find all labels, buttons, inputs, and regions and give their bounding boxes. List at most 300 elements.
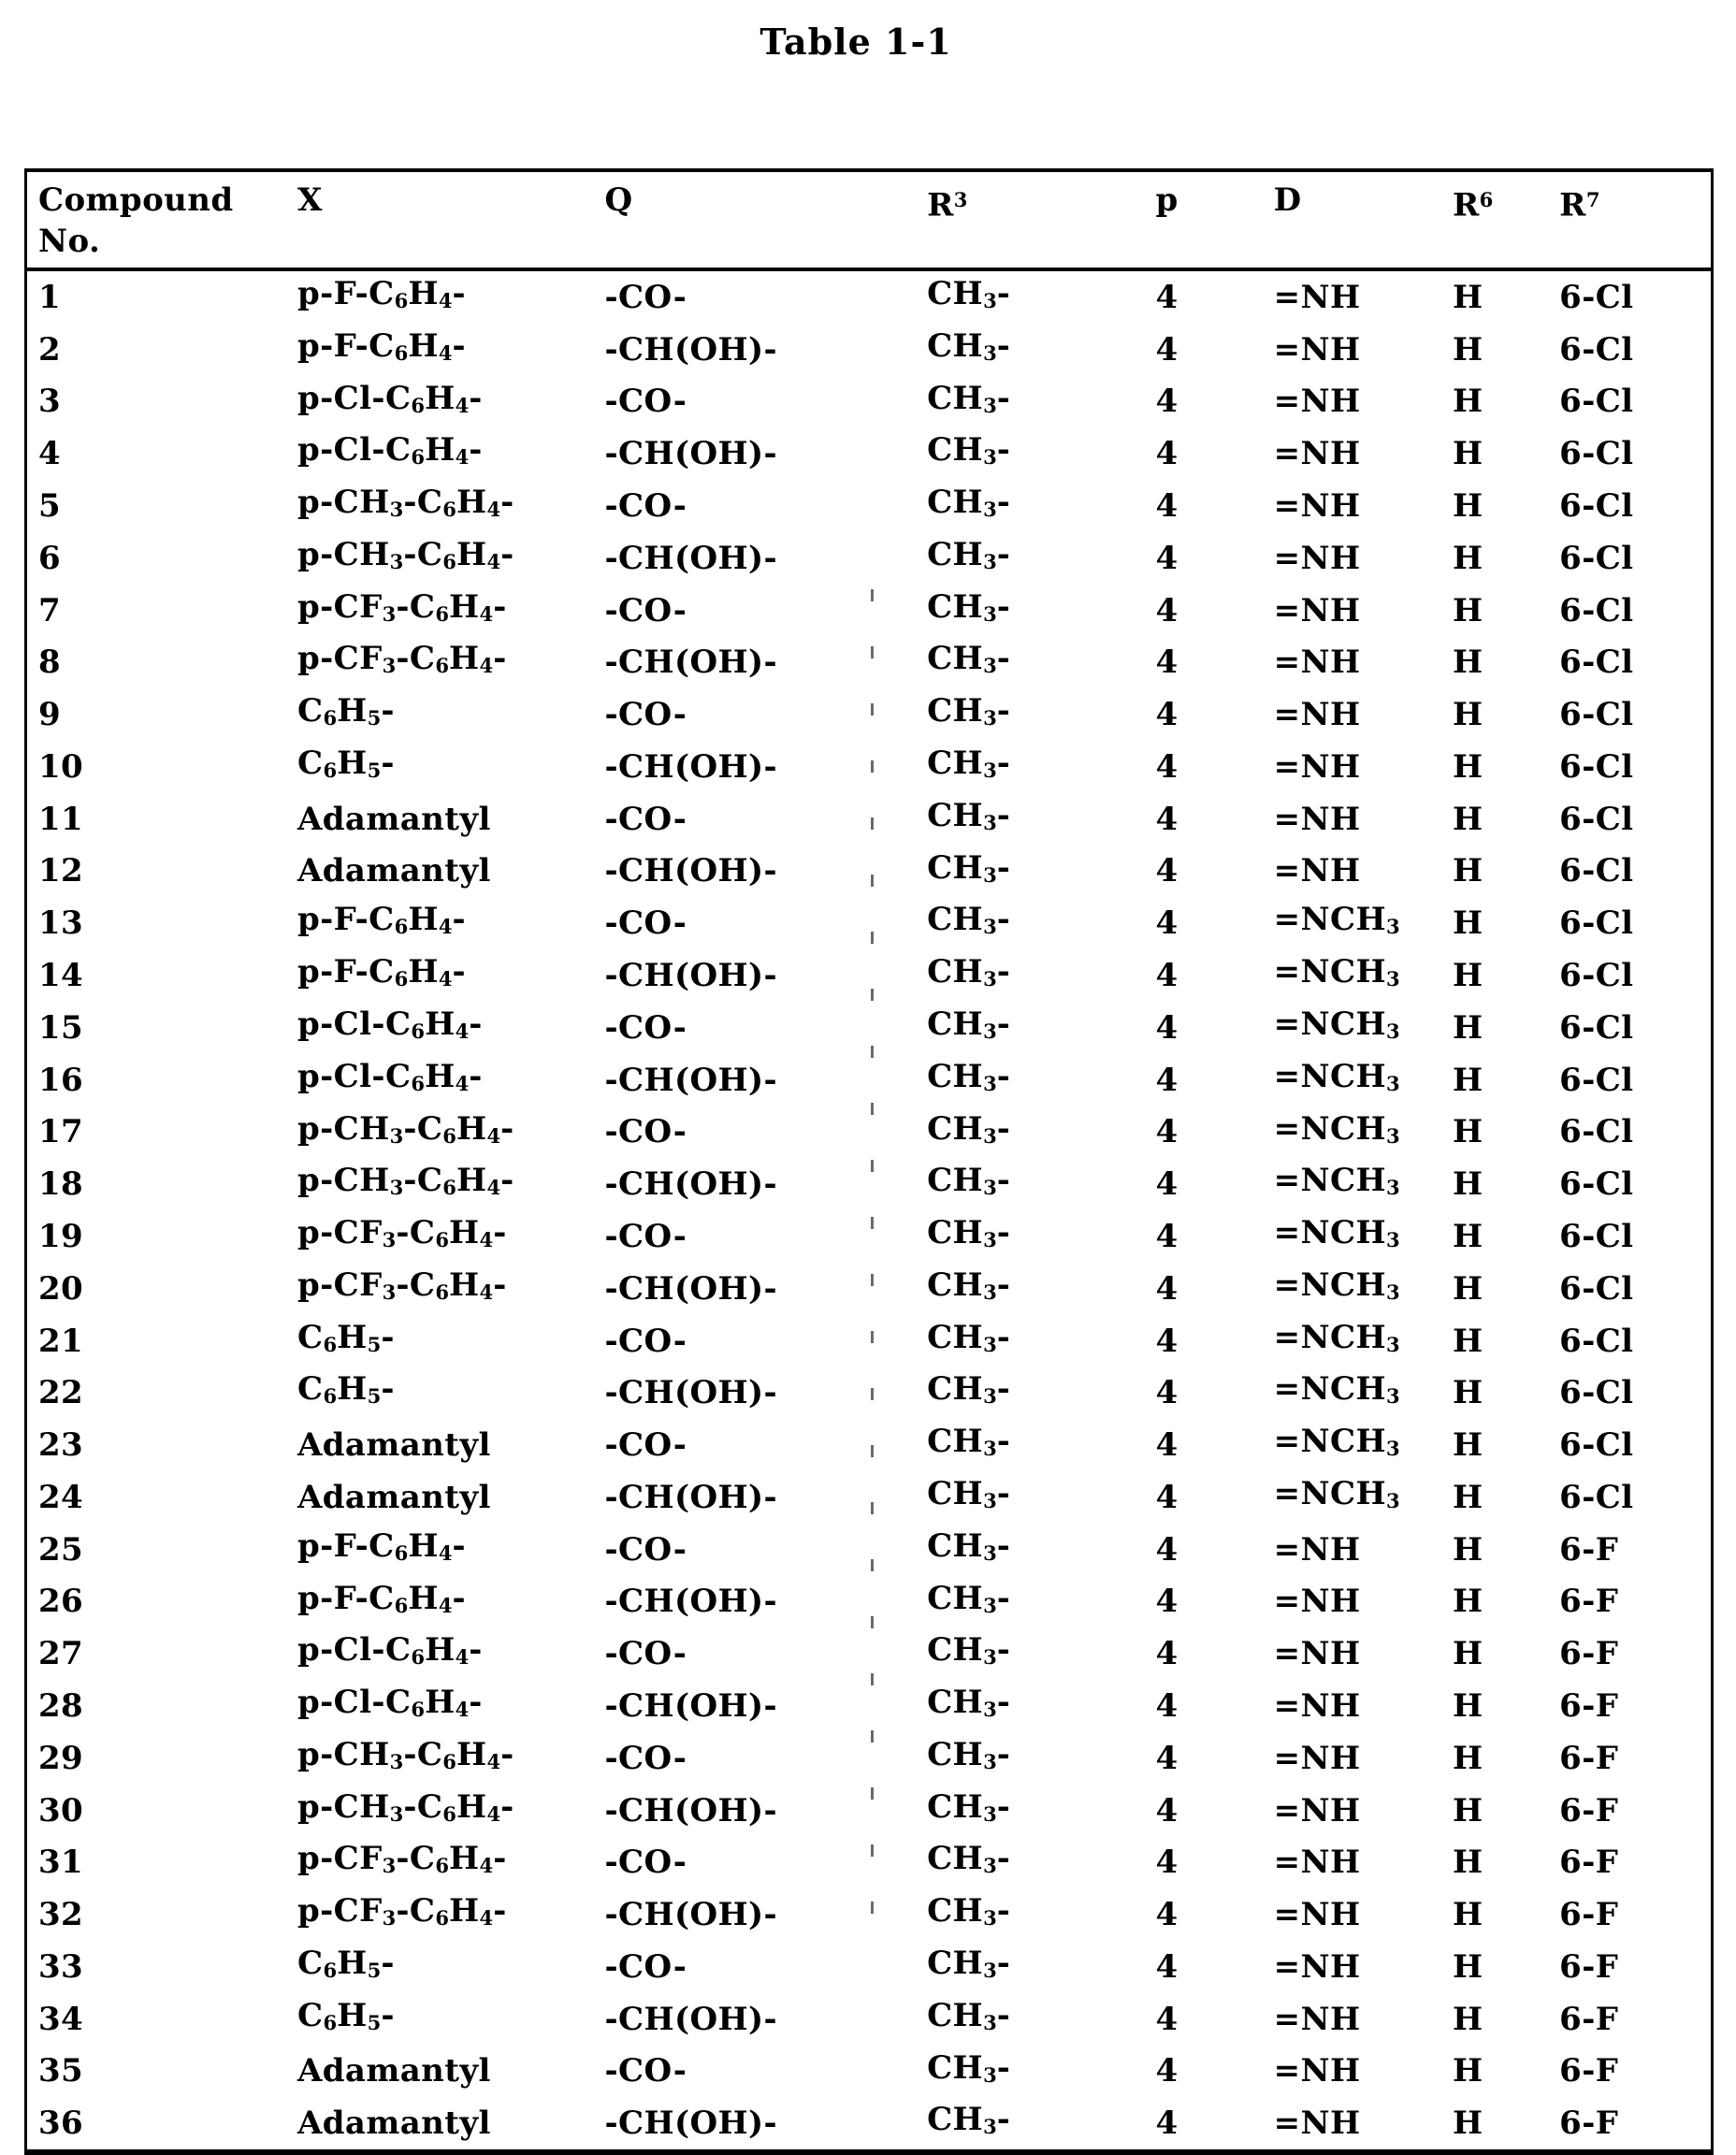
cell-p: 4 bbox=[1155, 1791, 1179, 1830]
table-row bbox=[26, 846, 1713, 898]
cell-compound-no: 25 bbox=[38, 1530, 84, 1569]
cell-r6: H bbox=[1452, 1686, 1483, 1725]
cell-q: -CH(OH)- bbox=[604, 1583, 778, 1621]
cell-q: -CH(OH)- bbox=[604, 1165, 778, 1204]
cell-x: $p-CF_3-C_6H_4-$ bbox=[297, 640, 507, 678]
col-header-r7: $R^7$ bbox=[1554, 170, 1712, 269]
cell-r7: 6-F bbox=[1559, 2052, 1619, 2090]
cell-r7: 6-Cl bbox=[1559, 904, 1634, 943]
col-header-compound-no bbox=[26, 170, 297, 269]
cell-q: -CO- bbox=[604, 591, 687, 629]
page-title: Table 1-1 bbox=[760, 21, 952, 63]
cell-d: =NH bbox=[1273, 435, 1361, 473]
cell-d: =NH bbox=[1273, 330, 1361, 369]
cell-compound-no: 2 bbox=[38, 330, 62, 369]
cell-x: $p-CH_3-C_6H_4-$ bbox=[297, 1162, 514, 1200]
cell-r7: 6-Cl bbox=[1559, 1008, 1634, 1047]
cell-p: 4 bbox=[1155, 1478, 1179, 1516]
cell-d: =NH bbox=[1273, 278, 1361, 316]
cell-x: Adamantyl bbox=[297, 800, 491, 838]
col-header-x: X bbox=[297, 170, 603, 269]
cell-r7: 6-Cl bbox=[1559, 1165, 1634, 1204]
cell-compound-no: 31 bbox=[38, 1844, 84, 1882]
cell-r3: $CH_3-$ bbox=[927, 1892, 1011, 1931]
cell-p: 4 bbox=[1155, 1217, 1179, 1255]
cell-compound-no: 1 bbox=[38, 278, 62, 316]
cell-r7: 6-Cl bbox=[1559, 696, 1634, 734]
cell-d: $=NCH_3$ bbox=[1273, 1005, 1400, 1043]
cell-x: Adamantyl bbox=[297, 1426, 491, 1465]
cell-r6: H bbox=[1452, 1322, 1483, 1360]
cell-r7: 6-Cl bbox=[1559, 1478, 1634, 1516]
cell-r6: H bbox=[1452, 435, 1483, 473]
col-header-compound-line1: Compound bbox=[38, 181, 234, 219]
cell-compound-no: 7 bbox=[38, 591, 62, 629]
cell-r6: H bbox=[1452, 2104, 1483, 2143]
cell-r6: H bbox=[1452, 1947, 1483, 1986]
cell-q: -CO- bbox=[604, 1113, 687, 1151]
cell-r3: $CH_3-$ bbox=[927, 535, 1011, 573]
cell-r3: $CH_3-$ bbox=[927, 1787, 1011, 1826]
table-row bbox=[26, 897, 1713, 949]
cell-d: =NH bbox=[1273, 2000, 1361, 2038]
table-row bbox=[26, 741, 1713, 793]
cell-q: -CH(OH)- bbox=[604, 2000, 778, 2038]
cell-r3: $CH_3-$ bbox=[927, 1631, 1011, 1670]
cell-r3: $CH_3-$ bbox=[927, 2048, 1011, 2087]
cell-r6: H bbox=[1452, 2052, 1483, 2090]
cell-compound-no: 8 bbox=[38, 644, 62, 682]
cell-r7: 6-Cl bbox=[1559, 957, 1634, 995]
cell-q: -CH(OH)- bbox=[604, 1478, 778, 1516]
cell-q: -CO- bbox=[604, 1635, 687, 1673]
cell-q: -CO- bbox=[604, 1844, 687, 1882]
cell-x: $p-CF_3-C_6H_4-$ bbox=[297, 1892, 507, 1931]
cell-p: 4 bbox=[1155, 1008, 1179, 1047]
cell-q: -CO- bbox=[604, 2052, 687, 2090]
cell-compound-no: 36 bbox=[38, 2104, 84, 2143]
cell-x: $C_6H_5-$ bbox=[297, 1996, 395, 2034]
cell-r6: H bbox=[1452, 1374, 1483, 1412]
cell-p: 4 bbox=[1155, 2000, 1179, 2038]
cell-p: 4 bbox=[1155, 904, 1179, 943]
cell-p: 4 bbox=[1155, 747, 1179, 786]
cell-r3: $CH_3-$ bbox=[927, 1214, 1011, 1252]
cell-d: =NH bbox=[1273, 1583, 1361, 1621]
cell-x: $C_6H_5-$ bbox=[297, 1370, 395, 1409]
table-row bbox=[26, 376, 1713, 428]
cell-x: $p-CH_3-C_6H_4-$ bbox=[297, 484, 514, 522]
cell-r3: $CH_3-$ bbox=[927, 275, 1011, 312]
cell-r3: $CH_3-$ bbox=[927, 796, 1011, 834]
cell-r6: H bbox=[1452, 383, 1483, 421]
cell-x: $p-F-C_6H_4-$ bbox=[297, 1526, 467, 1565]
cell-d: =NH bbox=[1273, 2052, 1361, 2090]
cell-x: $p-CH_3-C_6H_4-$ bbox=[297, 1787, 514, 1826]
cell-compound-no: 27 bbox=[38, 1635, 84, 1673]
table-row bbox=[26, 1941, 1713, 1993]
cell-r6: H bbox=[1452, 644, 1483, 682]
cell-r3: $CH_3-$ bbox=[927, 484, 1011, 522]
cell-p: 4 bbox=[1155, 2052, 1179, 2090]
cell-q: -CH(OH)- bbox=[604, 1686, 778, 1725]
cell-d: $=NCH_3$ bbox=[1273, 1109, 1400, 1148]
cell-q: -CH(OH)- bbox=[604, 957, 778, 995]
cell-r3: $CH_3-$ bbox=[927, 1579, 1011, 1617]
cell-p: 4 bbox=[1155, 1426, 1179, 1465]
table-row bbox=[26, 1785, 1713, 1837]
cell-r6: H bbox=[1452, 904, 1483, 943]
cell-d: =NH bbox=[1273, 696, 1361, 734]
cell-p: 4 bbox=[1155, 852, 1179, 890]
cell-r7: 6-Cl bbox=[1559, 278, 1634, 316]
table-row bbox=[26, 949, 1713, 1002]
cell-q: -CO- bbox=[604, 1426, 687, 1465]
cell-x: $C_6H_5-$ bbox=[297, 1318, 395, 1356]
cell-r3: $CH_3-$ bbox=[927, 901, 1011, 939]
col-header-compound-line2: No. bbox=[38, 223, 101, 260]
cell-x: $p-Cl-C_6H_4-$ bbox=[297, 1684, 483, 1722]
cell-x: $p-Cl-C_6H_4-$ bbox=[297, 379, 483, 417]
cell-x: $p-CF_3-C_6H_4-$ bbox=[297, 1840, 507, 1878]
table-row bbox=[26, 1471, 1713, 1524]
cell-r3: $CH_3-$ bbox=[927, 745, 1011, 783]
cell-r6: H bbox=[1452, 539, 1483, 577]
cell-d: =NH bbox=[1273, 1739, 1361, 1777]
cell-r3: $CH_3-$ bbox=[927, 379, 1011, 417]
cell-p: 4 bbox=[1155, 330, 1179, 369]
cell-r3: $CH_3-$ bbox=[927, 1162, 1011, 1200]
cell-r3: $CH_3-$ bbox=[927, 953, 1011, 991]
cell-compound-no: 32 bbox=[38, 1896, 84, 1934]
cell-x: $p-CH_3-C_6H_4-$ bbox=[297, 1735, 514, 1773]
cell-r3: $CH_3-$ bbox=[927, 640, 1011, 678]
cell-r3: $CH_3-$ bbox=[927, 1945, 1011, 1982]
cell-q: -CH(OH)- bbox=[604, 852, 778, 890]
cell-q: -CH(OH)- bbox=[604, 330, 778, 369]
cell-q: -CO- bbox=[604, 1739, 687, 1777]
cell-r3: $CH_3-$ bbox=[927, 1423, 1011, 1461]
cell-r6: H bbox=[1452, 852, 1483, 890]
cell-d: =NH bbox=[1273, 1947, 1361, 1986]
cell-compound-no: 21 bbox=[38, 1322, 84, 1360]
cell-x: $p-Cl-C_6H_4-$ bbox=[297, 1005, 483, 1043]
table-row bbox=[26, 1836, 1713, 1888]
cell-r6: H bbox=[1452, 330, 1483, 369]
cell-r3: $CH_3-$ bbox=[927, 431, 1011, 470]
cell-q: -CO- bbox=[604, 1947, 687, 1986]
cell-x: $C_6H_5-$ bbox=[297, 692, 395, 730]
cell-x: $p-F-C_6H_4-$ bbox=[297, 1579, 467, 1617]
cell-compound-no: 17 bbox=[38, 1113, 84, 1151]
cell-q: -CO- bbox=[604, 278, 687, 316]
cell-d: $=NCH_3$ bbox=[1273, 1370, 1400, 1409]
cell-r7: 6-F bbox=[1559, 1739, 1619, 1777]
cell-d: $=NCH_3$ bbox=[1273, 901, 1400, 939]
cell-r3: $CH_3-$ bbox=[927, 848, 1011, 887]
cell-q: -CH(OH)- bbox=[604, 644, 778, 682]
cell-r7: 6-Cl bbox=[1559, 1113, 1634, 1151]
cell-r3: $CH_3-$ bbox=[927, 692, 1011, 730]
cell-r7: 6-Cl bbox=[1559, 1426, 1634, 1465]
cell-d: =NH bbox=[1273, 800, 1361, 838]
col-header-r6: $R^6$ bbox=[1443, 170, 1554, 269]
cell-q: -CO- bbox=[604, 696, 687, 734]
cell-p: 4 bbox=[1155, 1896, 1179, 1934]
cell-r6: H bbox=[1452, 1844, 1483, 1882]
cell-d: =NH bbox=[1273, 1896, 1361, 1934]
cell-compound-no: 15 bbox=[38, 1008, 84, 1047]
cell-compound-no: 4 bbox=[38, 435, 62, 473]
cell-r7: 6-F bbox=[1559, 1635, 1619, 1673]
cell-compound-no: 5 bbox=[38, 487, 62, 526]
cell-x: $p-Cl-C_6H_4-$ bbox=[297, 1057, 483, 1095]
cell-d: =NH bbox=[1273, 1791, 1361, 1830]
cell-r3: $CH_3-$ bbox=[927, 1735, 1011, 1773]
col-header-d: D bbox=[1267, 170, 1443, 269]
table-row bbox=[26, 1732, 1713, 1785]
header-row bbox=[26, 170, 1713, 269]
cell-compound-no: 33 bbox=[38, 1947, 84, 1986]
cell-compound-no: 26 bbox=[38, 1583, 84, 1621]
cell-x: $p-F-C_6H_4-$ bbox=[297, 953, 467, 991]
table-row bbox=[26, 1002, 1713, 1054]
cell-r7: 6-F bbox=[1559, 1686, 1619, 1725]
cell-r6: H bbox=[1452, 487, 1483, 526]
cell-r7: 6-Cl bbox=[1559, 1217, 1634, 1255]
table-header bbox=[26, 170, 1713, 269]
cell-d: =NH bbox=[1273, 383, 1361, 421]
table-row bbox=[26, 585, 1713, 637]
cell-p: 4 bbox=[1155, 1269, 1179, 1308]
cell-p: 4 bbox=[1155, 1686, 1179, 1725]
cell-x: Adamantyl bbox=[297, 1478, 491, 1516]
cell-d: $=NCH_3$ bbox=[1273, 1423, 1400, 1461]
cell-q: -CH(OH)- bbox=[604, 539, 778, 577]
cell-d: =NH bbox=[1273, 591, 1361, 629]
col-header-q: Q bbox=[603, 170, 924, 269]
cell-r6: H bbox=[1452, 1791, 1483, 1830]
cell-p: 4 bbox=[1155, 1322, 1179, 1360]
cell-p: 4 bbox=[1155, 1061, 1179, 1099]
cell-q: -CH(OH)- bbox=[604, 1269, 778, 1308]
cell-r6: H bbox=[1452, 1739, 1483, 1777]
cell-p: 4 bbox=[1155, 1165, 1179, 1204]
cell-q: -CH(OH)- bbox=[604, 1374, 778, 1412]
cell-compound-no: 11 bbox=[38, 800, 84, 838]
cell-r3: $CH_3-$ bbox=[927, 1109, 1011, 1148]
cell-r3: $CH_3-$ bbox=[927, 1474, 1011, 1512]
cell-x: $p-F-C_6H_4-$ bbox=[297, 901, 467, 939]
cell-r6: H bbox=[1452, 1217, 1483, 1255]
cell-q: -CH(OH)- bbox=[604, 435, 778, 473]
cell-r7: 6-F bbox=[1559, 1791, 1619, 1830]
cell-q: -CH(OH)- bbox=[604, 1061, 778, 1099]
cell-r7: 6-Cl bbox=[1559, 435, 1634, 473]
cell-r3: $CH_3-$ bbox=[927, 1840, 1011, 1878]
cell-r6: H bbox=[1452, 1165, 1483, 1204]
cell-d: $=NCH_3$ bbox=[1273, 1162, 1400, 1200]
cell-compound-no: 14 bbox=[38, 957, 84, 995]
cell-r3: $CH_3-$ bbox=[927, 1266, 1011, 1304]
cell-r3: $CH_3-$ bbox=[927, 1370, 1011, 1409]
table-row bbox=[26, 1263, 1713, 1315]
cell-q: -CO- bbox=[604, 800, 687, 838]
cell-p: 4 bbox=[1155, 644, 1179, 682]
table-row bbox=[26, 427, 1713, 480]
cell-q: -CH(OH)- bbox=[604, 2104, 778, 2143]
cell-q: -CO- bbox=[604, 1322, 687, 1360]
cell-p: 4 bbox=[1155, 1583, 1179, 1621]
cell-r3: $CH_3-$ bbox=[927, 1318, 1011, 1356]
cell-d: =NH bbox=[1273, 539, 1361, 577]
cell-compound-no: 18 bbox=[38, 1165, 84, 1204]
table-row bbox=[26, 688, 1713, 741]
cell-q: -CH(OH)- bbox=[604, 747, 778, 786]
cell-p: 4 bbox=[1155, 1844, 1179, 1882]
table-row bbox=[26, 793, 1713, 846]
cell-compound-no: 13 bbox=[38, 904, 84, 943]
cell-r6: H bbox=[1452, 1583, 1483, 1621]
cell-q: -CO- bbox=[604, 1217, 687, 1255]
cell-r3: $CH_3-$ bbox=[927, 1684, 1011, 1722]
cell-p: 4 bbox=[1155, 1374, 1179, 1412]
cell-d: $=NCH_3$ bbox=[1273, 1474, 1400, 1512]
cell-d: $=NCH_3$ bbox=[1273, 953, 1400, 991]
cell-r6: H bbox=[1452, 1478, 1483, 1516]
cell-compound-no: 3 bbox=[38, 383, 62, 421]
cell-compound-no: 23 bbox=[38, 1426, 84, 1465]
cell-r3: $CH_3-$ bbox=[927, 1057, 1011, 1095]
cell-r6: H bbox=[1452, 800, 1483, 838]
cell-d: =NH bbox=[1273, 747, 1361, 786]
cell-x: Adamantyl bbox=[297, 2052, 491, 2090]
cell-r7: 6-F bbox=[1559, 1844, 1619, 1882]
cell-x: $C_6H_5-$ bbox=[297, 1945, 395, 1982]
cell-r7: 6-Cl bbox=[1559, 1374, 1634, 1412]
cell-r7: 6-Cl bbox=[1559, 383, 1634, 421]
cell-r6: H bbox=[1452, 1635, 1483, 1673]
cell-d: $=NCH_3$ bbox=[1273, 1057, 1400, 1095]
cell-compound-no: 30 bbox=[38, 1791, 84, 1830]
cell-p: 4 bbox=[1155, 2104, 1179, 2143]
cell-r6: H bbox=[1452, 1061, 1483, 1099]
cell-compound-no: 35 bbox=[38, 2052, 84, 2090]
cell-x: $p-Cl-C_6H_4-$ bbox=[297, 431, 483, 470]
cell-r7: 6-Cl bbox=[1559, 591, 1634, 629]
cell-r6: H bbox=[1452, 1008, 1483, 1047]
cell-q: -CH(OH)- bbox=[604, 1896, 778, 1934]
cell-r6: H bbox=[1452, 1426, 1483, 1465]
cell-r6: H bbox=[1452, 1113, 1483, 1151]
cell-x: $p-CF_3-C_6H_4-$ bbox=[297, 1214, 507, 1252]
cell-p: 4 bbox=[1155, 957, 1179, 995]
table-row bbox=[26, 1993, 1713, 2046]
cell-r3: $CH_3-$ bbox=[927, 1005, 1011, 1043]
cell-x: Adamantyl bbox=[297, 852, 491, 890]
cell-d: =NH bbox=[1273, 1844, 1361, 1882]
cell-r7: 6-F bbox=[1559, 1583, 1619, 1621]
cell-r3: $CH_3-$ bbox=[927, 1526, 1011, 1565]
cell-r7: 6-Cl bbox=[1559, 539, 1634, 577]
table-row bbox=[26, 1680, 1713, 1732]
table-row bbox=[26, 269, 1713, 324]
table-row bbox=[26, 1210, 1713, 1263]
cell-d: =NH bbox=[1273, 487, 1361, 526]
table-row bbox=[26, 1054, 1713, 1106]
cell-r7: 6-Cl bbox=[1559, 1061, 1634, 1099]
cell-r6: H bbox=[1452, 1530, 1483, 1569]
cell-p: 4 bbox=[1155, 1947, 1179, 1986]
cell-compound-no: 19 bbox=[38, 1217, 84, 1255]
col-header-r3: $R^3$ bbox=[923, 170, 1142, 269]
compound-table bbox=[24, 168, 1714, 2155]
table-row bbox=[26, 1367, 1713, 1419]
cell-r7: 6-Cl bbox=[1559, 644, 1634, 682]
cell-p: 4 bbox=[1155, 1635, 1179, 1673]
cell-p: 4 bbox=[1155, 800, 1179, 838]
cell-r6: H bbox=[1452, 2000, 1483, 2038]
table-row bbox=[26, 324, 1713, 376]
cell-p: 4 bbox=[1155, 435, 1179, 473]
cell-r6: H bbox=[1452, 278, 1483, 316]
cell-p: 4 bbox=[1155, 539, 1179, 577]
cell-p: 4 bbox=[1155, 1530, 1179, 1569]
cell-p: 4 bbox=[1155, 696, 1179, 734]
cell-x: $p-CF_3-C_6H_4-$ bbox=[297, 1266, 507, 1304]
cell-x: $p-CF_3-C_6H_4-$ bbox=[297, 587, 507, 626]
cell-r3: $CH_3-$ bbox=[927, 326, 1011, 365]
table-row bbox=[26, 532, 1713, 585]
cell-r7: 6-F bbox=[1559, 2000, 1619, 2038]
cell-p: 4 bbox=[1155, 591, 1179, 629]
cell-q: -CO- bbox=[604, 383, 687, 421]
cell-compound-no: 12 bbox=[38, 852, 84, 890]
cell-p: 4 bbox=[1155, 487, 1179, 526]
cell-compound-no: 29 bbox=[38, 1739, 84, 1777]
cell-d: =NH bbox=[1273, 2104, 1361, 2143]
table-row bbox=[26, 2097, 1713, 2152]
cell-compound-no: 24 bbox=[38, 1478, 84, 1516]
cell-x: $p-F-C_6H_4-$ bbox=[297, 275, 467, 312]
table-row bbox=[26, 2046, 1713, 2098]
cell-compound-no: 9 bbox=[38, 696, 62, 734]
cell-q: -CO- bbox=[604, 1530, 687, 1569]
cell-p: 4 bbox=[1155, 1739, 1179, 1777]
cell-r7: 6-Cl bbox=[1559, 330, 1634, 369]
table-row bbox=[26, 1524, 1713, 1576]
cell-d: =NH bbox=[1273, 852, 1361, 890]
cell-r6: H bbox=[1452, 1269, 1483, 1308]
cell-compound-no: 34 bbox=[38, 2000, 84, 2038]
cell-d: =NH bbox=[1273, 1635, 1361, 1673]
cell-r6: H bbox=[1452, 1896, 1483, 1934]
table-row bbox=[26, 1419, 1713, 1471]
table-row bbox=[26, 636, 1713, 688]
cell-x: $p-Cl-C_6H_4-$ bbox=[297, 1631, 483, 1670]
cell-d: =NH bbox=[1273, 1686, 1361, 1725]
cell-r7: 6-Cl bbox=[1559, 1322, 1634, 1360]
cell-x: Adamantyl bbox=[297, 2104, 491, 2143]
cell-q: -CO- bbox=[604, 1008, 687, 1047]
cell-r3: $CH_3-$ bbox=[927, 587, 1011, 626]
cell-r7: 6-Cl bbox=[1559, 1269, 1634, 1308]
cell-compound-no: 22 bbox=[38, 1374, 84, 1412]
cell-p: 4 bbox=[1155, 383, 1179, 421]
cell-r3: $CH_3-$ bbox=[927, 2101, 1011, 2139]
cell-r7: 6-Cl bbox=[1559, 852, 1634, 890]
cell-r7: 6-F bbox=[1559, 1947, 1619, 1986]
